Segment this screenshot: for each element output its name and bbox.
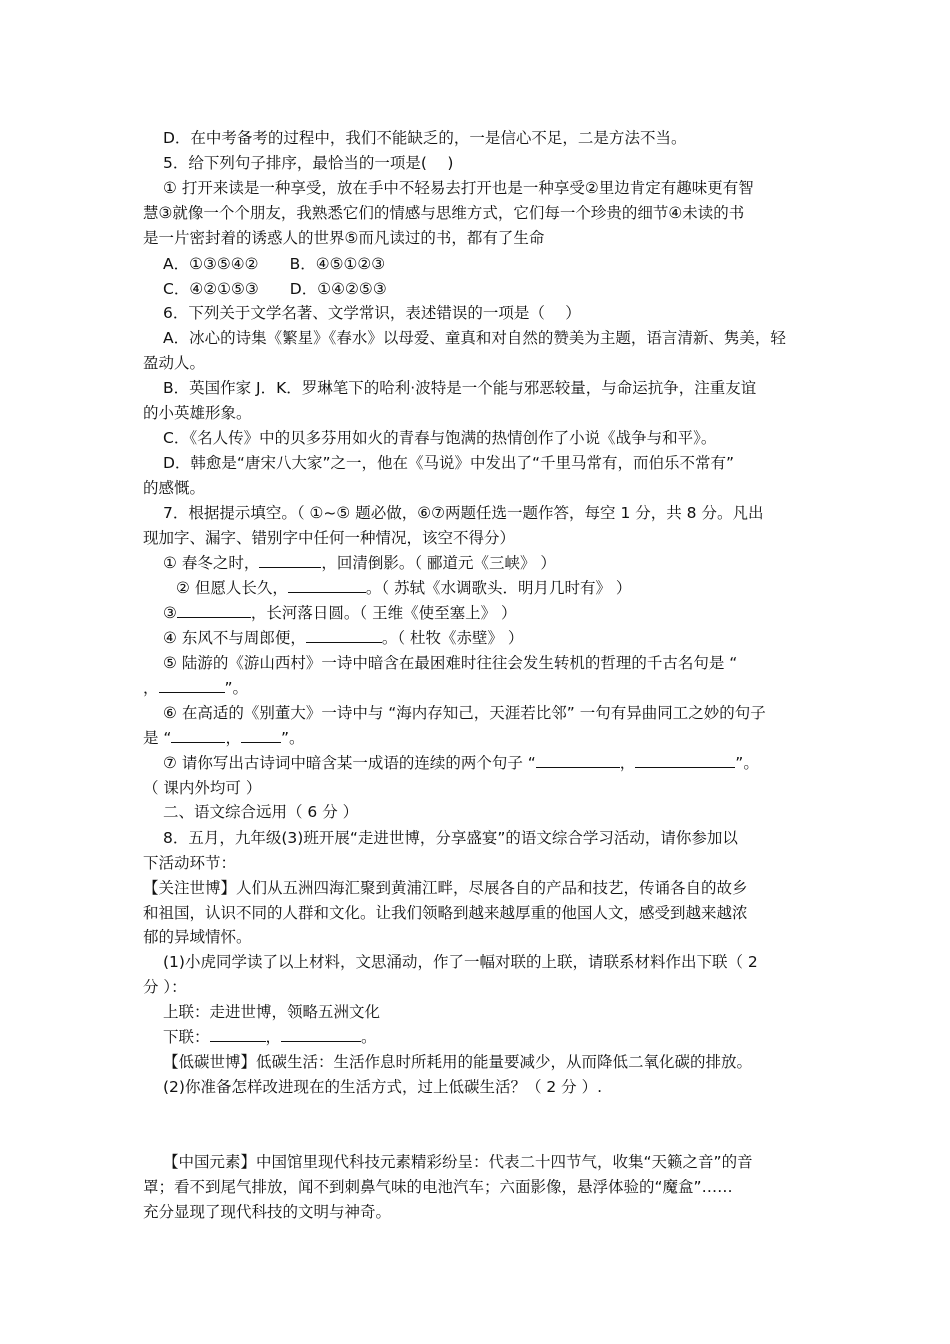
answer-blank[interactable] xyxy=(281,1026,361,1042)
blank-item-4-suffix: 。（ 杜牧《赤壁》 ） xyxy=(381,629,524,647)
blank-item-3-suffix: ，长河落日圆。（ 王维《使至塞上》 ） xyxy=(250,604,517,622)
blank-separator: ， xyxy=(225,729,241,747)
question-5-sentences-line-3: 是一片密封着的诱惑人的世界⑤而凡读过的书，都有了生命 xyxy=(143,229,545,247)
blank-item-2-suffix: 。（ 苏轼《水调歌头．明月几时有》 ） xyxy=(365,579,632,597)
blank-item-4-prefix: ④ 东风不与周郎便， xyxy=(163,629,306,647)
question-5-options-cd: C．④②①⑤③ D．①④②⑤③ xyxy=(163,280,387,298)
blank-item-7-line-1 xyxy=(163,751,833,775)
blank-item-4 xyxy=(163,626,833,650)
section-2-heading: 二、语文综合远用（ 6 分 ） xyxy=(163,803,359,821)
blank-separator: ， xyxy=(619,754,636,772)
blank-item-6-line-1: ⑥ 在高适的《别董大》一诗中与 “海内存知己，天涯若比邻” 一句有异曲同工之妙的句子 xyxy=(163,704,766,722)
blank-item-2-prefix: ② 但愿人长久， xyxy=(176,579,288,597)
question-6: 6．下列关于文学名著、文学常识，表述错误的一项是（ ） xyxy=(163,304,581,322)
question-5-sentences-line-1: ① 打开来读是一种享受，放在手中不轻易去打开也是一种享受②里边肯定有趣味更有智 xyxy=(163,179,754,197)
question-5: 5．给下列句子排序，最恰当的一项是( ) xyxy=(163,154,454,172)
blank-close-quote: ”。 xyxy=(735,754,759,772)
answer-blank[interactable] xyxy=(177,602,251,618)
option-6c: C．《名人传》中的贝多芬用如火的青春与饱满的热情创作了小说《战争与和平》。 xyxy=(163,429,717,447)
blank-close-quote: ”。 xyxy=(224,679,249,697)
blank-period: 。 xyxy=(361,1028,377,1046)
answer-blank[interactable] xyxy=(210,1026,266,1042)
blank-separator: ， xyxy=(143,679,159,697)
question-5-sentences-line-2: 慧③就像一个个朋友，我熟悉它们的情感与思维方式，它们每一个珍贵的细节④未读的书 xyxy=(143,204,745,222)
blank-open-quote: 是 “ xyxy=(143,729,172,747)
china-elements-line-2: 罩；看不到尾气排放，闻不到刺鼻气味的电池汽车；六面影像，悬浮体验的“魔盒”…… xyxy=(143,1178,733,1196)
answer-blank[interactable] xyxy=(536,752,620,768)
blank-item-7-line-2: （ 课内外均可 ） xyxy=(143,779,262,797)
answer-blank[interactable] xyxy=(241,727,281,743)
answer-blank[interactable] xyxy=(306,627,382,643)
answer-blank[interactable] xyxy=(288,577,366,593)
option-4d: D．在中考备考的过程中，我们不能缺乏的，一是信心不足，二是方法不当。 xyxy=(163,129,687,147)
expo-focus-line-3: 郁的异域情怀。 xyxy=(143,928,252,946)
question-7-line-2: 现加字、漏字、错别字中任何一种情况，该空不得分） xyxy=(143,529,516,547)
blank-item-6-line-2 xyxy=(143,726,813,750)
question-7-line-1: 7．根据提示填空。（ ①~⑤ 题必做，⑥⑦两题任选一题作答，每空 1 分，共 8 分。凡出 xyxy=(163,504,764,522)
answer-blank[interactable] xyxy=(635,752,735,768)
option-6b-line-1: B．英国作家 J．K．罗琳笔下的哈利·波特是一个能与邪恶较量，与命运抗争，注重友谊 xyxy=(163,379,757,397)
blank-item-1 xyxy=(163,551,833,575)
answer-blank[interactable] xyxy=(259,552,321,568)
china-elements-line-3: 充分显现了现代科技的文明与神奇。 xyxy=(143,1203,392,1221)
expo-focus-line-1: 【关注世博】人们从五洲四海汇聚到黄浦江畔，尽展各自的产品和技艺，传诵各自的故乡 xyxy=(143,879,748,897)
option-6d-line-1: D．韩愈是“唐宋八大家”之一，他在《马说》中发出了“千里马常有，而伯乐不常有” xyxy=(163,454,735,472)
blank-item-1-prefix: ① 春冬之时， xyxy=(163,554,260,572)
option-6b-line-2: 的小英雄形象。 xyxy=(143,404,252,422)
blank-separator: ， xyxy=(265,1028,282,1046)
blank-item-1-suffix: ，回清倒影。（ 郦道元《三峡》 ） xyxy=(321,554,556,572)
question-8-line-2: 下活动环节： xyxy=(143,854,237,872)
option-6a-line-2: 盈动人。 xyxy=(143,354,206,372)
china-elements-line-1: 【中国元素】中国馆里现代科技元素精彩纷呈：代表二十四节气，收集“天籁之音”的音 xyxy=(163,1153,753,1171)
blank-item-5-line-2 xyxy=(143,676,813,700)
expo-focus-line-2: 和祖国，认识不同的人群和文化。让我们领略到越来越厚重的他国人文，感受到越来越浓 xyxy=(143,904,748,922)
option-6a-line-1: A．冰心的诗集《繁星》《春水》以母爱、童真和对自然的赞美为主题，语言清新、隽美，轻 xyxy=(163,329,786,347)
answer-blank[interactable] xyxy=(171,727,225,743)
question-8-line-1: 8．五月，九年级(3)班开展“走进世博，分享盛宴”的语文综合学习活动，请你参加以 xyxy=(163,829,738,847)
couplet-lower-label: 下联： xyxy=(163,1028,210,1046)
blank-item-5-line-1: ⑤ 陆游的《游山西村》一诗中暗含在最困难时往往会发生转机的哲理的千古名句是 “ xyxy=(163,654,738,672)
sub-question-1-line-2: 分 ）： xyxy=(143,978,187,996)
low-carbon-expo: 【低碳世博】低碳生活：生活作息时所耗用的能量要减少，从而降低二氧化碳的排放。 xyxy=(163,1053,753,1071)
sub-question-1-line-1: (1)小虎同学读了以上材料，文思涌动，作了一幅对联的上联，请联系材料作出下联（ 2 xyxy=(163,953,758,971)
question-5-options-ab: A．①③⑤④② B．④⑤①②③ xyxy=(163,255,386,273)
couplet-lower xyxy=(163,1025,833,1049)
answer-blank[interactable] xyxy=(159,677,225,693)
blank-item-3 xyxy=(163,601,833,625)
option-6d-line-2: 的感慨。 xyxy=(143,479,206,497)
blank-item-2 xyxy=(176,576,846,600)
blank-close-quote: ”。 xyxy=(280,729,305,747)
sub-question-2: (2)你准备怎样改进现在的生活方式，过上低碳生活？（ 2 分 ）. xyxy=(163,1078,603,1096)
blank-item-7-prefix: ⑦ 请你写出古诗词中暗含某一成语的连续的两个句子 “ xyxy=(163,754,536,772)
couplet-upper: 上联：走进世博，领略五洲文化 xyxy=(163,1003,381,1021)
blank-item-3-prefix: ③ xyxy=(163,604,177,622)
